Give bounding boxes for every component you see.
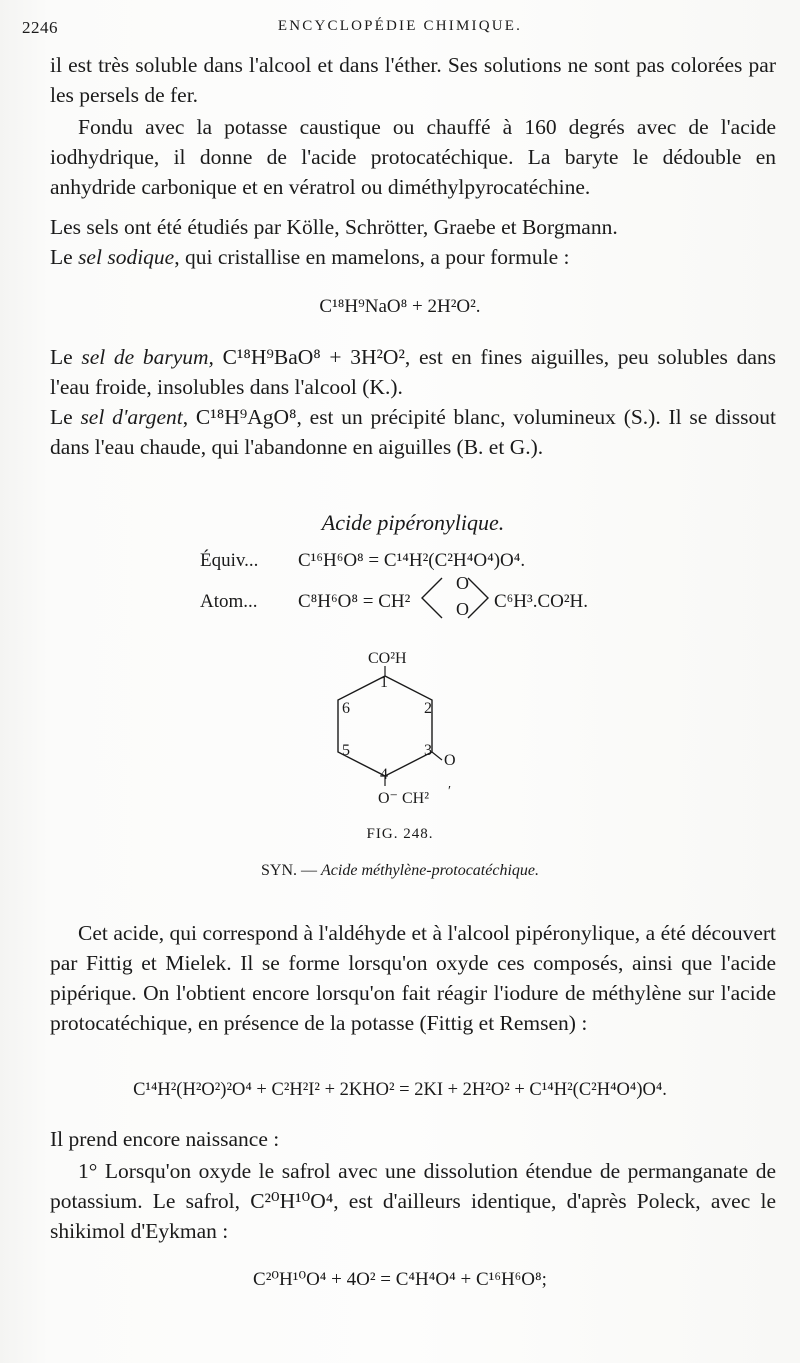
text-run: Le [50, 245, 79, 269]
paragraph-7 [50, 918, 776, 1038]
methylenedioxy-bracket [418, 574, 492, 622]
paragraph-9 [50, 1156, 776, 1246]
paragraph-8 [50, 1124, 776, 1154]
paragraph-text: Il prend encore naissance : [50, 1127, 280, 1151]
position-3: 3 [424, 742, 432, 759]
formula-reaction-1: C¹⁴H²(H²O²)²O⁴ + C²H²I² + 2KHO² = 2KI + 2H²O² + C¹⁴H²(C²H⁴O⁴)O⁴. [133, 1080, 667, 1100]
text-run: Le [50, 405, 81, 429]
paragraph-2 [50, 112, 776, 202]
atom-formula-left: C⁸H⁶O⁸ = CH² [298, 591, 411, 612]
paragraph-5 [50, 342, 776, 402]
paragraph-text: Les sels ont été étudiés par Kölle, Schrötter, Graebe et Borgmann. [50, 215, 618, 239]
italic-term: sel de baryum, [81, 345, 214, 369]
atom-formula-right: C⁶H³.CO²H. [494, 591, 589, 612]
paragraph-3 [50, 212, 776, 242]
paragraph-1 [50, 50, 776, 110]
carboxyl-group: CO²H [368, 650, 407, 667]
running-head: ENCYCLOPÉDIE CHIMIQUE. [277, 18, 523, 34]
formula-inline: C¹⁸H⁹BaO⁸ + 3H²O² [222, 345, 405, 369]
atom-o-bottom: O [456, 599, 469, 619]
italic-term: sel sodique [78, 245, 175, 269]
paragraph-text: 1° Lorsqu'on oxyde le safrol avec une dissolution étendue de permanganate de potassium. Le safrol, C²⁰H¹⁰O⁴, est d'ailleurs identique, d'après Poleck, avec le shikimol d'Eykman : [50, 1159, 776, 1243]
oxygen-right: O [444, 752, 456, 769]
equiv-label: Équiv... [200, 550, 259, 571]
atom-o-top: O [456, 573, 469, 593]
bond-mark: ′ [448, 784, 452, 799]
text-run: , est en fines aiguilles, peu solubles dans l'eau froide, insolubles dans l'alcool (K.). [50, 345, 776, 399]
synonym-text: Acide méthylène-protocatéchique. [321, 862, 539, 879]
italic-term: sel d'argent [80, 405, 183, 429]
benzene-ring-figure [300, 648, 500, 818]
figure-caption: FIG. 248. [366, 826, 434, 842]
paragraph-4 [50, 242, 776, 272]
position-4: 4 [380, 766, 388, 783]
equiv-formula: C¹⁶H⁶O⁸ = C¹⁴H²(C²H⁴O⁴)O⁴. [298, 550, 526, 571]
page-number: 2246 [22, 18, 58, 37]
paragraph-text: Fondu avec la potasse caustique ou chauffé à 160 degrés avec de l'acide iodhydrique, il donne de l'acide protocatéchique. La baryte le dédouble en anhydride carbonique et en vératrol ou diméthylpyrocatéchine. [50, 115, 776, 199]
paragraph-text: Cet acide, qui correspond à l'aldéhyde et à l'alcool pipéronylique, a été découvert par Fittig et Mielek. Il se forme lorsqu'on oxyde ces composés, ainsi que l'acide pipérique. On l'obtient encore lorsqu'on fait réagir l'iodure de méthylène sur l'acide protocatéchique, en présence de la potasse (Fittig et Remsen) : [50, 921, 776, 1035]
synonym-label: SYN. — [261, 862, 318, 879]
formula-inline: C¹⁸H⁹AgO⁸ [195, 405, 297, 429]
position-1: 1 [380, 674, 388, 691]
position-6: 6 [342, 700, 350, 717]
page-header [22, 18, 778, 48]
text-run: , qui cristallise en mamelons, a pour formule : [174, 245, 570, 269]
position-5: 5 [342, 742, 350, 759]
paragraph-text: il est très soluble dans l'alcool et dans l'éther. Ses solutions ne sont pas colorées par les persels de fer. [50, 53, 776, 107]
atom-label: Atom... [200, 591, 258, 612]
formula-reaction-2: C²⁰H¹⁰O⁴ + 4O² = C⁴H⁴O⁴ + C¹⁶H⁶O⁸; [253, 1269, 547, 1290]
text-run: , est un précipité blanc, volumineux (S.). Il se dissout dans l'eau chaude, qui l'abandonne en aiguilles (B. et G.). [50, 405, 776, 459]
text-run: Le [50, 345, 82, 369]
synonym-line [0, 862, 800, 880]
paragraph-6: Le sel d'argent, C¹⁸H⁹AgO⁸, est un précipité blanc, volumineux (S.). Il se dissout dans l'eau chaude, qui l'abandonne en aiguilles (B. et G.). [50, 405, 776, 459]
methylene-group: O⁻ CH² [378, 790, 430, 807]
section-heading: Acide pipéronylique. [321, 510, 505, 535]
formula-sodium-salt: C¹⁸H⁹NaO⁸ + 2H²O². [319, 296, 481, 317]
position-2: 2 [424, 700, 432, 717]
